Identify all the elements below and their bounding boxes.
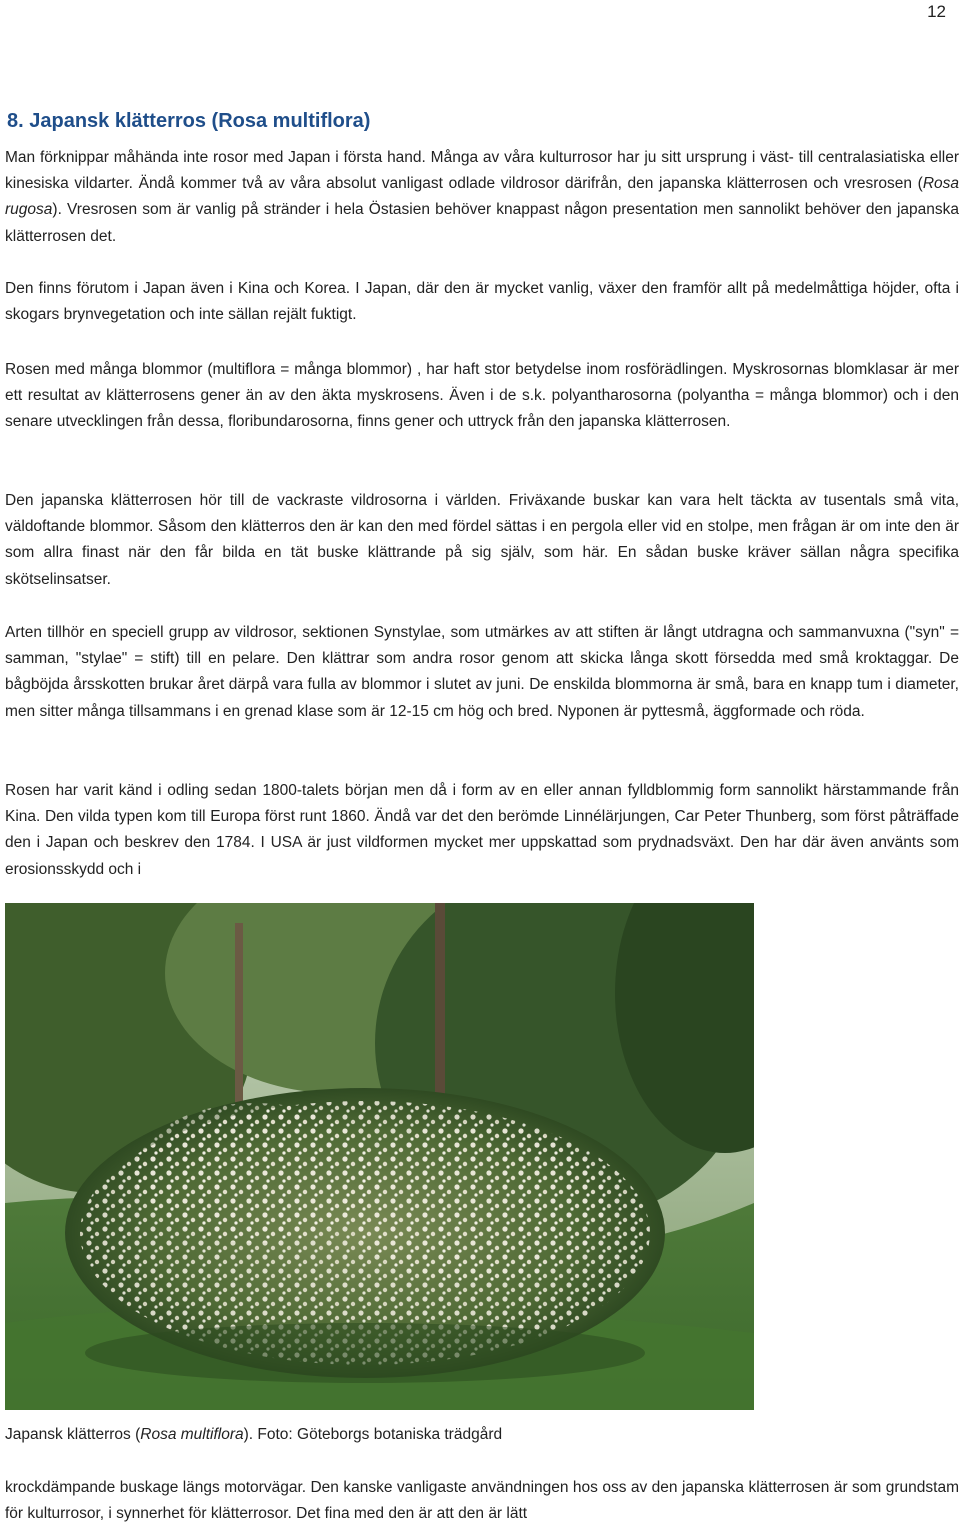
paragraph-intro-text-2: ). Vresrosen som är vanlig på stränder i hela Östasien behöver knappast någon presentation men sannolikt behöver den japanska klätterrosen det. xyxy=(5,201,959,245)
section-heading: 8. Japansk klätterros (Rosa multiflora) xyxy=(7,110,371,132)
photo-caption-text-1: Japansk klätterros ( xyxy=(5,1426,141,1443)
paragraph-history: Rosen har varit känd i odling sedan 1800-talets början men då i form av en eller annan fylldblommig form sannolikt härstammande från Kina. Den vilda typen kom till Europa först runt 1860. Ändå var det den berömde Linnélärjungen, Car Peter Thunberg, som först påträffade den i Japan och beskrev den 1784. I USA är just vildformen mycket mer uppskattad som prydnadsväxt. Den har där även använts som erosionsskydd och i xyxy=(5,782,959,878)
paragraph-usage: krockdämpande buskage längs motorvägar. Den kanske vanligaste användningen hos oss av den japanska klätterrosen är som grundstam för kulturrosor, i synnerhet för klätterrosor. Det fina med den är att den är lätt xyxy=(5,1479,959,1523)
photo-caption xyxy=(5,1422,502,1448)
rose-bush-illustration xyxy=(5,903,754,1410)
photo-caption-italic: Rosa multiflora xyxy=(140,1426,244,1443)
paragraph-taxonomy: Arten tillhör en speciell grupp av vildrosor, sektionen Synstylae, som utmärkes av att stiften är långt utdragna och sammanvuxna ("syn" = samman, "stylae" = stift) till en pelare. Den klättrar som andra rosor genom att skicka långa skott försedda med små kroktaggar. De bågböjda årsskotten brukar året därpå vara fulla av blommor i slutet av juni. De enskilda blommorna är små, bara en knapp tum i diameter, men sitter många tillsammans i en grenad klase som är 12-15 cm hög och bred. Nyponen är pyttesmå, äggformade och röda. xyxy=(5,624,959,720)
paragraph-intro xyxy=(5,145,959,250)
paragraph-beauty: Den japanska klätterrosen hör till de vackraste vildrosorna i världen. Friväxande buskar kan vara helt täckta av tusentals små vita, väldoftande blommor. Såsom den klätterros den är kan den med fördel sättas i en pergola eller vid en stolpe, men frågan är om inte den är som allra finast när den får bilda en tät buske klättrande på sig själv, som här. En sådan buske kräver sällan några specifika skötselinsatser. xyxy=(5,492,959,588)
paragraph-intro-text-1: Man förknippar måhända inte rosor med Japan i första hand. Många av våra kulturrosor har ju sitt ursprung i väst- till centralasiatiska eller kinesiska vildarter. Ändå kommer två av våra absolut vanligast odlade vildrosor därifrån, den japanska klätterrosen och vresrosen ( xyxy=(5,149,959,193)
rose-bush-photo xyxy=(5,903,754,1410)
paragraph-distribution: Den finns förutom i Japan även i Kina och Korea. I Japan, där den är mycket vanlig, växer den framför allt på medelmåttiga höjder, ofta i skogars brynvegetation och inte sällan rejält fuktigt. xyxy=(5,280,959,324)
paragraph-intro-italic: Rosa rugosa xyxy=(5,175,959,219)
page-number: 12 xyxy=(927,2,946,21)
paragraph-breeding: Rosen med många blommor (multiflora = många blommor) , har haft stor betydelse inom rosförädlingen. Myskrosornas blomklasar är mer ett resultat av klätterrosens gener än av den äkta myskrosens. Även i de s.k. polyantharosorna (polyantha = många blommor) och i den senare utvecklingen från dessa, floribundarosorna, finns gener och uttryck från den japanska klätterrosen. xyxy=(5,361,959,431)
photo-caption-text-2: ). Foto: Göteborgs botaniska trädgård xyxy=(243,1426,503,1443)
